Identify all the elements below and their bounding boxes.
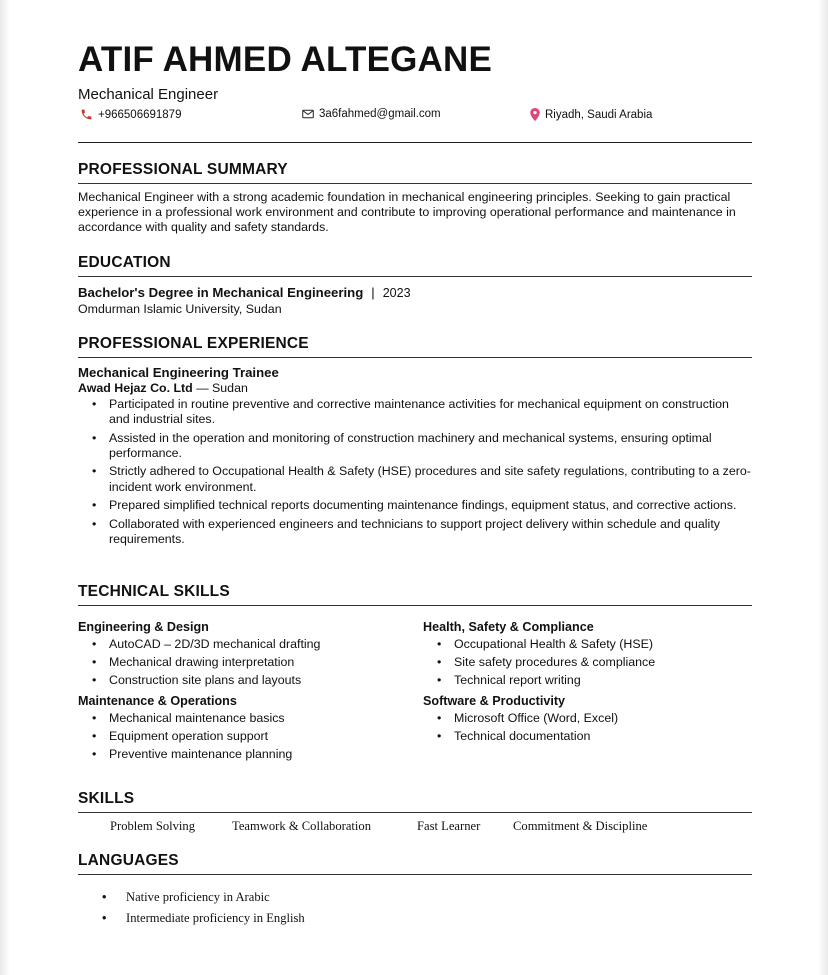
page-edge-left xyxy=(0,0,10,975)
skill-item: • AutoCAD – 2D/3D mechanical drafting xyxy=(78,635,398,653)
envelope-icon xyxy=(302,109,314,119)
soft-skill: Problem Solving xyxy=(110,819,196,833)
job-title-header: Mechanical Engineer xyxy=(78,86,219,103)
skill-item: • Occupational Health & Safety (HSE) xyxy=(423,635,743,653)
soft-skills-row xyxy=(78,819,752,839)
summary-heading: PROFESSIONAL SUMMARY xyxy=(78,161,752,184)
soft-skill: Teamwork & Collaboration xyxy=(232,819,372,833)
skills-heading: SKILLS xyxy=(78,790,752,813)
degree-separator: | xyxy=(371,285,375,300)
skill-item: • Microsoft Office (Word, Excel) xyxy=(423,709,743,727)
skill-group xyxy=(78,694,398,764)
location-text: Riyadh, Saudi Arabia xyxy=(545,108,653,121)
language-item: • Intermediate proficiency in English xyxy=(78,908,752,929)
experience-bullets xyxy=(78,397,752,547)
experience-location: — Sudan xyxy=(192,381,248,395)
experience-bullet: • Prepared simplified technical reports documenting maintenance findings, equipment status, and corrective actions. xyxy=(78,498,752,513)
skill-item: • Site safety procedures & compliance xyxy=(423,653,743,671)
contact-row xyxy=(78,108,752,124)
skill-group xyxy=(423,620,743,690)
languages-list xyxy=(78,887,752,929)
languages-heading: LANGUAGES xyxy=(78,852,752,875)
education-heading: EDUCATION xyxy=(78,254,752,277)
skill-item: • Equipment operation support xyxy=(78,727,398,745)
phone-text: +966506691879 xyxy=(98,108,182,121)
experience-section xyxy=(78,335,752,550)
degree-name: Bachelor's Degree in Mechanical Engineering xyxy=(78,285,364,300)
candidate-name: ATIF AHMED ALTEGANE xyxy=(78,40,493,79)
soft-skill: Fast Learner xyxy=(417,819,481,833)
skill-item: • Mechanical maintenance basics xyxy=(78,709,398,727)
skill-item: • Technical report writing xyxy=(423,671,743,689)
experience-bullet: • Collaborated with experienced engineers and technicians to support project delivery within schedule and quality requirements. xyxy=(78,517,752,547)
skill-group xyxy=(78,620,398,690)
education-school: Omdurman Islamic University, Sudan xyxy=(78,302,282,316)
skill-group xyxy=(423,694,743,745)
contact-phone[interactable] xyxy=(80,108,181,121)
skills-column-right xyxy=(423,620,743,749)
experience-bullet: • Assisted in the operation and monitoring of construction machinery and mechanical systems, ensuring optimal performance. xyxy=(78,431,752,461)
email-text: 3a6fahmed@gmail.com xyxy=(319,108,441,120)
page-edge-right xyxy=(818,0,828,975)
skill-item: • Preventive maintenance planning xyxy=(78,745,398,763)
technical-skills-grid xyxy=(78,620,752,780)
skill-item: • Technical documentation xyxy=(423,727,743,745)
summary-section xyxy=(78,161,752,236)
languages-section xyxy=(78,852,752,929)
experience-bullet: • Participated in routine preventive and corrective maintenance activities for mechanical equipment on construction and industrial sites. xyxy=(78,397,752,427)
experience-company-line xyxy=(78,381,752,395)
phone-icon xyxy=(80,108,93,121)
education-degree-line xyxy=(78,285,752,300)
skill-group-title: Software & Productivity xyxy=(423,693,566,708)
skill-group-title: Engineering & Design xyxy=(78,620,209,634)
experience-job-title: Mechanical Engineering Trainee xyxy=(78,365,279,380)
education-section xyxy=(78,254,752,316)
language-item: • Native proficiency in Arabic xyxy=(78,887,752,908)
skill-item: • Mechanical drawing interpretation xyxy=(78,653,398,671)
contact-email[interactable] xyxy=(302,108,441,120)
soft-skill: Commitment & Discipline xyxy=(513,819,648,833)
degree-year: 2023 xyxy=(382,286,411,300)
summary-text: Mechanical Engineer with a strong academic foundation in mechanical engineering principles. Seeking to gain practical experience in a professional work environment and contribute to improving operational performance and maintenance in accordance with quality and safety standards. xyxy=(78,190,736,235)
header-divider xyxy=(78,142,752,143)
skill-group-title: Maintenance & Operations xyxy=(78,693,237,708)
technical-skills-heading: TECHNICAL SKILLS xyxy=(78,583,752,606)
experience-bullet: • Strictly adhered to Occupational Health & Safety (HSE) procedures and site safety regulations, contributing to a zero-incident work environment. xyxy=(78,464,752,494)
technical-skills-section xyxy=(78,583,752,780)
contact-location xyxy=(530,108,652,121)
skill-group-title: Health, Safety & Compliance xyxy=(423,620,594,634)
map-pin-icon xyxy=(530,108,540,121)
experience-company: Awad Hejaz Co. Ltd xyxy=(78,381,193,395)
experience-heading: PROFESSIONAL EXPERIENCE xyxy=(78,335,752,358)
skills-section xyxy=(78,790,752,839)
skill-item: • Construction site plans and layouts xyxy=(78,671,398,689)
skills-column-left xyxy=(78,620,398,767)
